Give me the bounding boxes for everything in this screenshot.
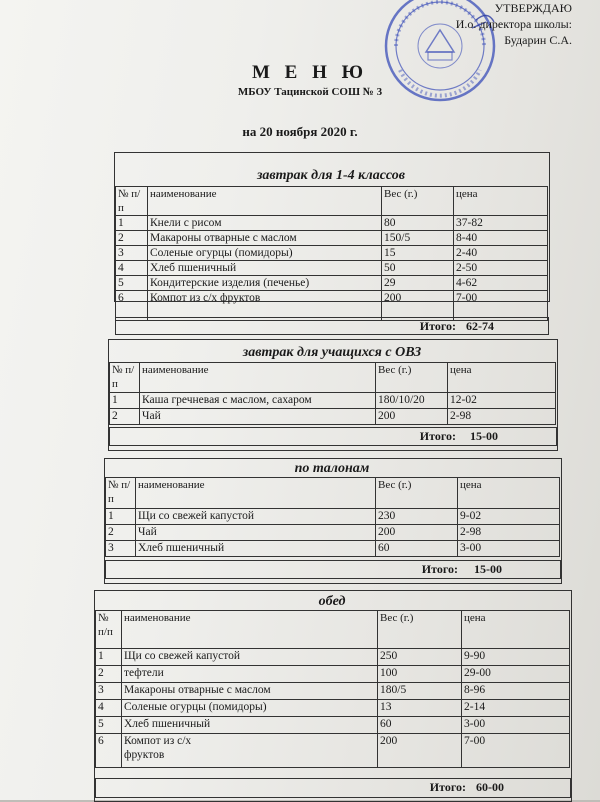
row-price: 2-98: [458, 525, 560, 541]
row-weight: 15: [382, 246, 454, 261]
column-header-price: цена: [462, 611, 570, 649]
table-header-row: [106, 478, 560, 509]
column-header-num: № п/п: [106, 478, 136, 509]
row-weight: 60: [376, 541, 458, 557]
row-price: 29-00: [462, 666, 570, 683]
column-header-num: № п/п: [96, 611, 122, 649]
table-row: [96, 649, 570, 666]
table-header-row: [96, 611, 570, 649]
column-header-num: № п/п: [116, 187, 148, 216]
row-name: Макароны отварные с маслом: [148, 231, 382, 246]
total-value: 60-00: [476, 780, 504, 794]
row-price: 8-96: [462, 683, 570, 700]
row-price: 2-98: [448, 409, 556, 425]
row-name: Кнели с рисом: [148, 216, 382, 231]
table-row: [106, 525, 560, 541]
total-value: 15-00: [474, 562, 502, 576]
row-weight: 180/10/20: [376, 393, 448, 409]
table-row: [106, 509, 560, 525]
column-header-weight: Вес (г.): [376, 478, 458, 509]
column-header-name: наименование: [122, 611, 378, 649]
row-num: 1: [96, 649, 122, 666]
row-weight: 29: [382, 276, 454, 291]
row-weight: 200: [376, 409, 448, 425]
row-weight: 230: [376, 509, 458, 525]
row-name: Соленые огурцы (помидоры): [122, 700, 378, 717]
table-row: [96, 666, 570, 683]
table-row: [96, 700, 570, 717]
row-price: 3-00: [462, 717, 570, 734]
table-row: [116, 246, 548, 261]
row-num: 1: [110, 393, 140, 409]
row-price: 9-02: [458, 509, 560, 525]
row-num: 1: [106, 509, 136, 525]
menu-date: на 20 ноября 2020 г.: [242, 124, 358, 139]
row-num: 5: [116, 276, 148, 291]
row-price: 4-62: [454, 276, 548, 291]
table-header-row: [116, 187, 548, 216]
row-name: Хлеб пшеничный: [148, 261, 382, 276]
row-weight: 200: [376, 525, 458, 541]
column-header-price: цена: [454, 187, 548, 216]
row-num: 3: [96, 683, 122, 700]
row-price: 8-40: [454, 231, 548, 246]
row-num: 4: [96, 700, 122, 717]
table-row: [96, 734, 570, 768]
row-price: 7-00: [454, 291, 548, 321]
column-header-weight: Вес (г.): [376, 363, 448, 393]
row-weight: 180/5: [378, 683, 462, 700]
total-value: 62-74: [466, 319, 494, 333]
row-num: 3: [106, 541, 136, 557]
row-weight: 13: [378, 700, 462, 717]
row-name: Кондитерские изделия (печенье): [148, 276, 382, 291]
section-total: [95, 778, 571, 798]
section-total: [115, 317, 549, 335]
approval-heading: УТВЕРЖДАЮ: [494, 1, 572, 15]
menu-table: [95, 610, 570, 768]
row-num: 3: [116, 246, 148, 261]
approval-name: Бударин С.А.: [504, 33, 572, 47]
table-row: [96, 683, 570, 700]
row-name: Каша гречневая с маслом, сахаром: [140, 393, 376, 409]
approval-block: [456, 0, 572, 48]
row-weight: 100: [378, 666, 462, 683]
section-total: [109, 427, 557, 446]
row-price: 2-14: [462, 700, 570, 717]
total-label: Итого:: [429, 780, 466, 794]
row-price: 9-90: [462, 649, 570, 666]
row-price: 12-02: [448, 393, 556, 409]
column-header-num: № п/п: [110, 363, 140, 393]
column-header-price: цена: [458, 478, 560, 509]
row-num: 2: [116, 231, 148, 246]
row-num: 2: [96, 666, 122, 683]
column-header-price: цена: [448, 363, 556, 393]
table-row: [116, 216, 548, 231]
table-row: [116, 231, 548, 246]
row-name: Чай: [136, 525, 376, 541]
total-label: Итого:: [419, 319, 456, 333]
row-num: 6: [116, 291, 148, 321]
row-weight: 60: [378, 717, 462, 734]
row-num: 2: [110, 409, 140, 425]
section-total: [105, 560, 561, 579]
row-weight: 80: [382, 216, 454, 231]
approval-position: И.о. директора школы:: [455, 17, 572, 31]
total-label: Итого:: [421, 562, 458, 576]
row-name: Щи со свежей капустой: [136, 509, 376, 525]
row-name: тефтели: [122, 666, 378, 683]
row-name: Макароны отварные с маслом: [122, 683, 378, 700]
table-row: [116, 261, 548, 276]
menu-table: [109, 362, 556, 425]
menu-table: [105, 477, 560, 557]
column-header-weight: Вес (г.): [378, 611, 462, 649]
table-row: [106, 541, 560, 557]
total-label: Итого:: [419, 429, 456, 443]
row-name: Компот из с/х фруктов: [122, 734, 378, 768]
column-header-weight: Вес (г.): [382, 187, 454, 216]
row-num: 5: [96, 717, 122, 734]
table-row: [110, 393, 556, 409]
section-title: по талонам: [294, 461, 370, 476]
row-num: 2: [106, 525, 136, 541]
table-row: [110, 409, 556, 425]
row-weight: 200: [378, 734, 462, 768]
column-header-name: наименование: [148, 187, 382, 216]
row-weight: 250: [378, 649, 462, 666]
row-price: 3-00: [458, 541, 560, 557]
row-name: Хлеб пшеничный: [122, 717, 378, 734]
row-name: Соленые огурцы (помидоры): [148, 246, 382, 261]
row-weight: 150/5: [382, 231, 454, 246]
school-name: МБОУ Тацинской СОШ № 3: [237, 86, 383, 98]
row-weight: 50: [382, 261, 454, 276]
table-row: [116, 291, 548, 321]
row-name: Чай: [140, 409, 376, 425]
row-price: 37-82: [454, 216, 548, 231]
column-header-name: наименование: [136, 478, 376, 509]
row-name: Компот из с/х фруктов: [148, 291, 382, 321]
table-row: [96, 717, 570, 734]
section-title: завтрак для учащихся с ОВЗ: [242, 345, 422, 360]
row-name: Щи со свежей капустой: [122, 649, 378, 666]
row-price: 7-00: [462, 734, 570, 768]
total-value: 15-00: [470, 429, 498, 443]
section-title: обед: [318, 594, 346, 609]
section-title: завтрак для 1-4 классов: [256, 168, 406, 183]
row-price: 2-40: [454, 246, 548, 261]
row-price: 2-50: [454, 261, 548, 276]
row-num: 4: [116, 261, 148, 276]
menu-table: [115, 186, 548, 321]
page-title: М Е Н Ю: [251, 62, 369, 83]
row-name: Хлеб пшеничный: [136, 541, 376, 557]
table-header-row: [110, 363, 556, 393]
row-num: 6: [96, 734, 122, 768]
row-num: 1: [116, 216, 148, 231]
table-row: [116, 276, 548, 291]
row-weight: 200: [382, 291, 454, 321]
column-header-name: наименование: [140, 363, 376, 393]
